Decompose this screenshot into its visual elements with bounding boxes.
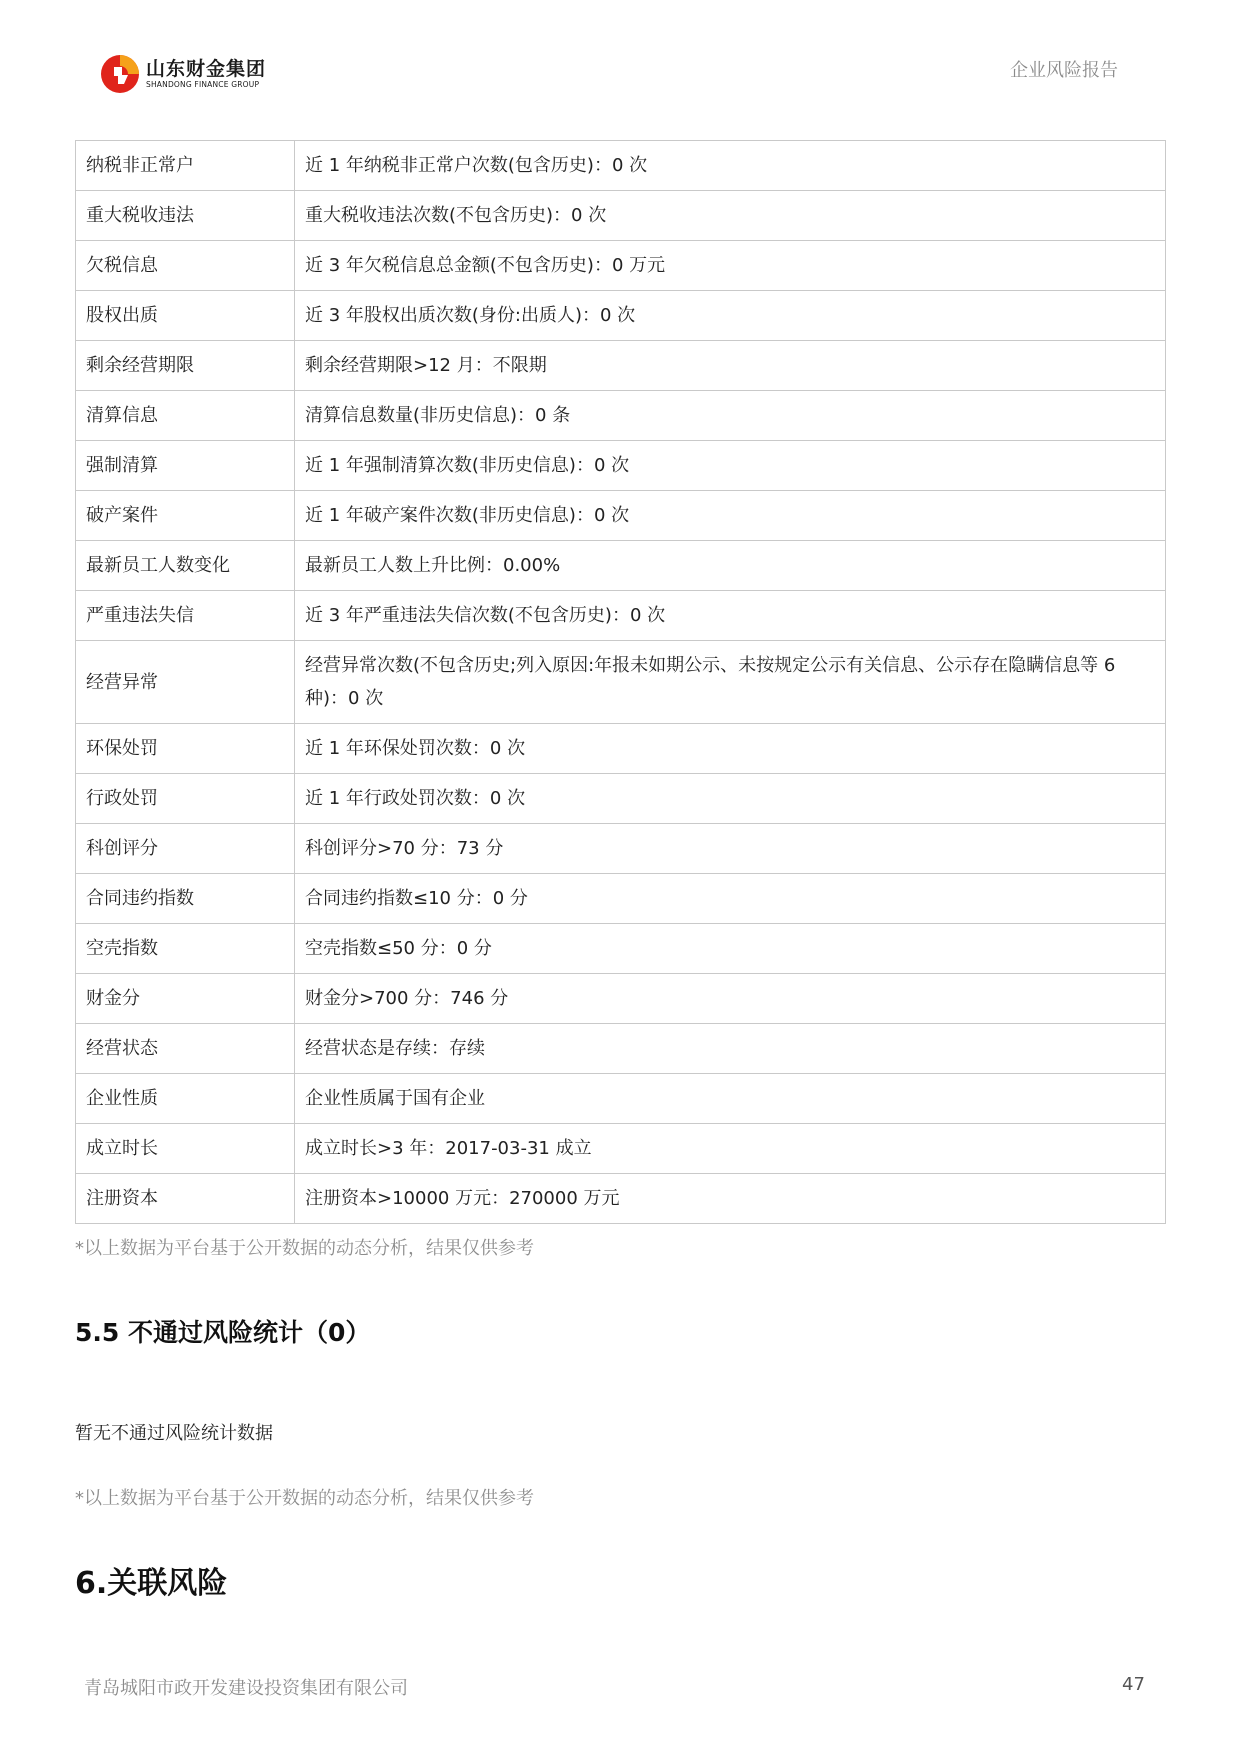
row-label: 科创评分 — [76, 824, 295, 874]
row-label: 经营异常 — [76, 641, 295, 724]
row-value: 近 3 年欠税信息总金额(不包含历史)：0 万元 — [295, 241, 1166, 291]
table-row — [76, 541, 1166, 591]
table-row — [76, 1124, 1166, 1174]
row-value: 近 1 年行政处罚次数：0 次 — [295, 774, 1166, 824]
empty-state-text: 暂无不通过风险统计数据 — [75, 1423, 273, 1444]
row-label: 清算信息 — [76, 391, 295, 441]
row-label: 欠税信息 — [76, 241, 295, 291]
row-label: 财金分 — [76, 974, 295, 1024]
table-row — [76, 1074, 1166, 1124]
row-value: 近 1 年纳税非正常户次数(包含历史)：0 次 — [295, 141, 1166, 191]
row-value: 经营异常次数(不包含历史;列入原因:年报未如期公示、未按规定公示有关信息、公示存在隐瞒信息等 6 种)：0 次 — [295, 641, 1166, 724]
row-value: 清算信息数量(非历史信息)：0 条 — [295, 391, 1166, 441]
table-row — [76, 1024, 1166, 1074]
table-row — [76, 874, 1166, 924]
table-row — [76, 591, 1166, 641]
row-value: 近 1 年破产案件次数(非历史信息)：0 次 — [295, 491, 1166, 541]
table-row — [76, 724, 1166, 774]
table-row — [76, 924, 1166, 974]
row-value: 合同违约指数≤10 分：0 分 — [295, 874, 1166, 924]
row-label: 成立时长 — [76, 1124, 295, 1174]
logo-english-name: SHANDONG FINANCE GROUP — [146, 80, 260, 89]
row-value: 成立时长>3 年：2017-03-31 成立 — [295, 1124, 1166, 1174]
footer-company-name: 青岛城阳市政开发建设投资集团有限公司 — [84, 1678, 408, 1699]
row-label: 环保处罚 — [76, 724, 295, 774]
row-label: 空壳指数 — [76, 924, 295, 974]
table-row — [76, 441, 1166, 491]
row-label: 股权出质 — [76, 291, 295, 341]
row-value: 重大税收违法次数(不包含历史)：0 次 — [295, 191, 1166, 241]
table-row — [76, 191, 1166, 241]
row-label: 行政处罚 — [76, 774, 295, 824]
row-value: 近 1 年环保处罚次数：0 次 — [295, 724, 1166, 774]
row-label: 强制清算 — [76, 441, 295, 491]
table-row — [76, 141, 1166, 191]
table-row — [76, 391, 1166, 441]
row-label: 企业性质 — [76, 1074, 295, 1124]
row-value: 企业性质属于国有企业 — [295, 1074, 1166, 1124]
table-row — [76, 241, 1166, 291]
row-label: 剩余经营期限 — [76, 341, 295, 391]
row-value: 剩余经营期限>12 月：不限期 — [295, 341, 1166, 391]
row-label: 经营状态 — [76, 1024, 295, 1074]
section-heading-5-5: 5.5 不通过风险统计（0） — [75, 1318, 371, 1347]
row-label: 严重违法失信 — [76, 591, 295, 641]
section-heading-6: 6.关联风险 — [75, 1566, 228, 1601]
row-label: 重大税收违法 — [76, 191, 295, 241]
logo-chinese-name: 山东财金集团 — [146, 58, 267, 80]
row-value: 经营状态是存续：存续 — [295, 1024, 1166, 1074]
row-value: 财金分>700 分：746 分 — [295, 974, 1166, 1024]
table-row — [76, 1174, 1166, 1224]
table-row — [76, 824, 1166, 874]
table-row — [76, 641, 1166, 724]
table-row — [76, 974, 1166, 1024]
row-value: 最新员工人数上升比例：0.00% — [295, 541, 1166, 591]
table-row — [76, 341, 1166, 391]
report-title: 企业风险报告 — [1010, 60, 1118, 81]
page-number: 47 — [1122, 1674, 1145, 1695]
disclaimer-note: *以上数据为平台基于公开数据的动态分析，结果仅供参考 — [75, 1238, 534, 1259]
risk-indicator-table — [75, 140, 1166, 1224]
logo-mark-icon — [100, 54, 140, 94]
row-label: 破产案件 — [76, 491, 295, 541]
company-logo — [100, 54, 266, 94]
table-row — [76, 291, 1166, 341]
row-value: 科创评分>70 分：73 分 — [295, 824, 1166, 874]
row-label: 纳税非正常户 — [76, 141, 295, 191]
table-row — [76, 491, 1166, 541]
table-row — [76, 774, 1166, 824]
disclaimer-note: *以上数据为平台基于公开数据的动态分析，结果仅供参考 — [75, 1488, 534, 1509]
row-value: 近 3 年严重违法失信次数(不包含历史)：0 次 — [295, 591, 1166, 641]
row-value: 空壳指数≤50 分：0 分 — [295, 924, 1166, 974]
row-label: 注册资本 — [76, 1174, 295, 1224]
row-label: 最新员工人数变化 — [76, 541, 295, 591]
row-label: 合同违约指数 — [76, 874, 295, 924]
row-value: 注册资本>10000 万元：270000 万元 — [295, 1174, 1166, 1224]
row-value: 近 3 年股权出质次数(身份:出质人)：0 次 — [295, 291, 1166, 341]
row-value: 近 1 年强制清算次数(非历史信息)：0 次 — [295, 441, 1166, 491]
